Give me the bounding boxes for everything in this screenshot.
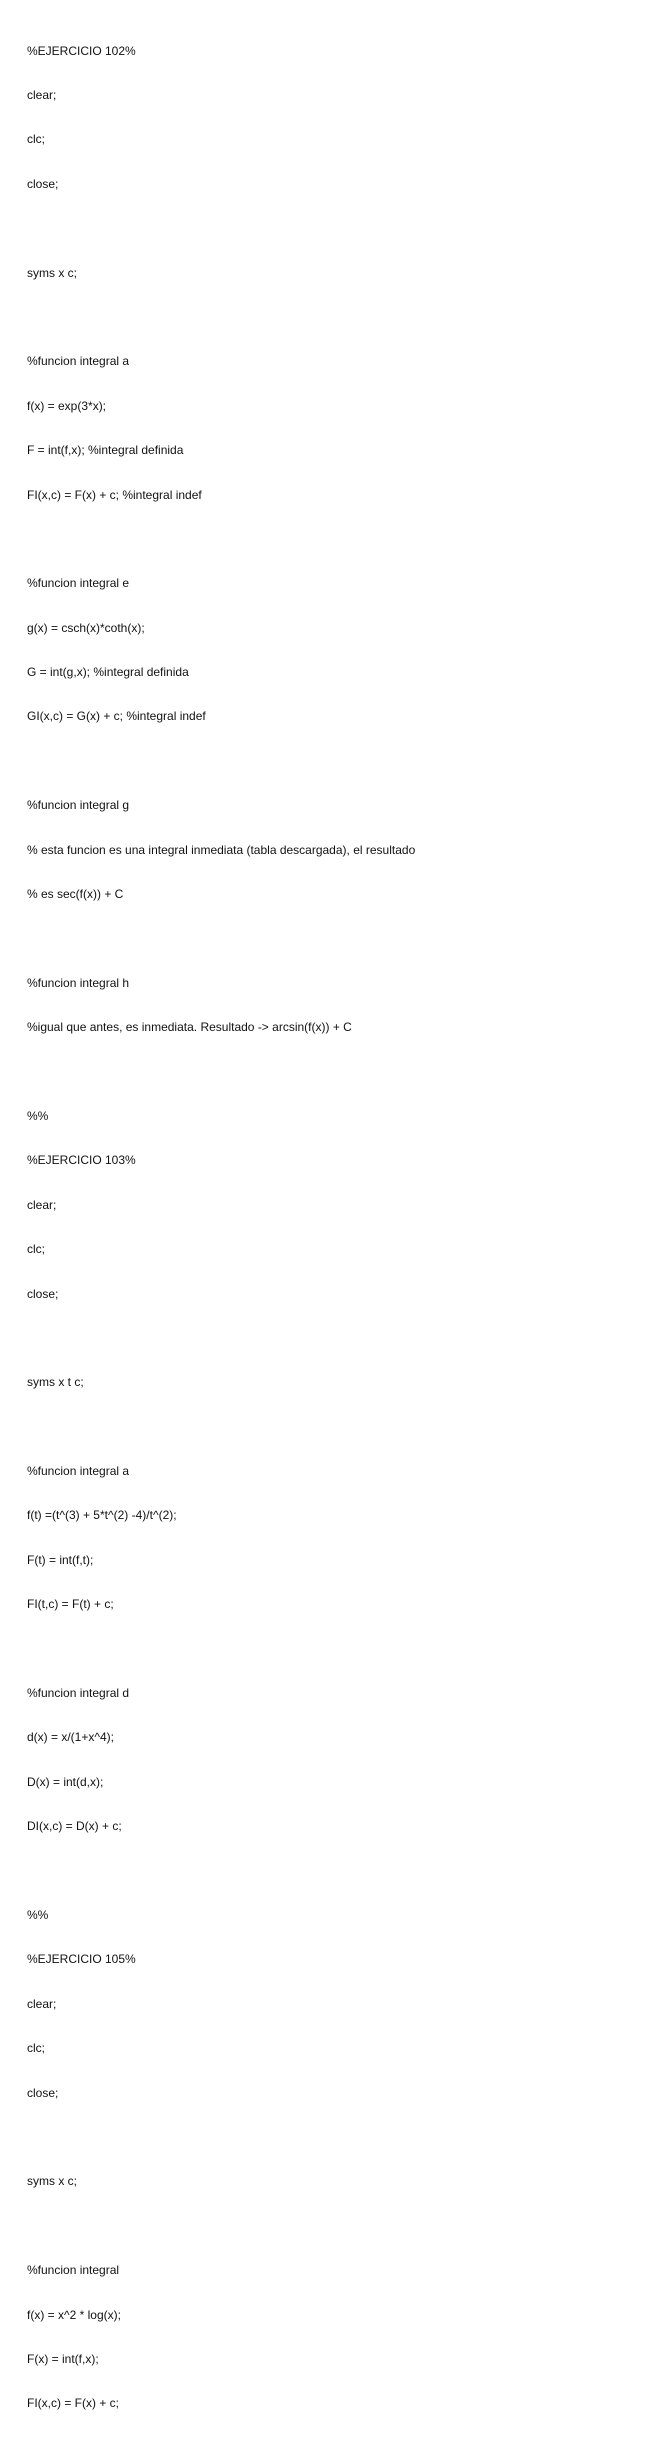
code-line: %EJERCICIO 102% xyxy=(27,43,136,58)
code-line: GI(x,c) = G(x) + c; %integral indef xyxy=(27,709,206,724)
code-line xyxy=(27,1420,415,1435)
code-listing xyxy=(27,14,415,2441)
code-line: F(x) = int(f,x); xyxy=(27,2351,99,2366)
code-line xyxy=(27,2219,415,2234)
code-line: clear; xyxy=(27,1197,57,1212)
code-line: FI(x,c) = F(x) + c; xyxy=(27,2396,119,2411)
code-line: % es sec(f(x)) + C xyxy=(27,887,124,902)
code-line: f(x) = exp(3*x); xyxy=(27,398,107,413)
code-line xyxy=(27,1642,415,1657)
code-line: %% xyxy=(27,1108,49,1123)
code-line: clc; xyxy=(27,132,45,147)
code-line: F = int(f,x); %integral definida xyxy=(27,443,184,458)
code-line xyxy=(27,532,415,547)
code-line xyxy=(27,310,415,325)
code-line: %igual que antes, es inmediata. Resultado -> arcsin(f(x)) + C xyxy=(27,1020,352,1035)
code-line: g(x) = csch(x)*coth(x); xyxy=(27,620,145,635)
code-line: G = int(g,x); %integral definida xyxy=(27,665,189,680)
code-line: %% xyxy=(27,1908,49,1922)
code-line: %EJERCICIO 103% xyxy=(27,1153,136,1168)
code-line: clear; xyxy=(27,87,57,102)
code-line: clc; xyxy=(27,2041,45,2056)
code-line: close; xyxy=(27,1286,59,1301)
code-line: % esta funcion es una integral inmediata (tabla descargada), el resultado xyxy=(27,842,416,857)
code-line: %funcion integral xyxy=(27,2263,120,2278)
code-line xyxy=(27,931,415,946)
code-line: f(t) =(t^(3) + 5*t^(2) -4)/t^(2); xyxy=(27,1508,177,1523)
code-line: %funcion integral g xyxy=(27,798,130,813)
code-line: %funcion integral d xyxy=(27,1686,130,1701)
code-line: FI(x,c) = F(x) + c; %integral indef xyxy=(27,487,202,502)
code-line: F(t) = int(f,t); xyxy=(27,1552,94,1567)
code-line: %EJERCICIO 105% xyxy=(27,1952,136,1967)
code-line xyxy=(27,1331,415,1346)
code-line xyxy=(27,221,415,236)
code-line xyxy=(27,754,415,769)
code-line: FI(t,c) = F(t) + c; xyxy=(27,1597,114,1612)
code-line: %funcion integral a xyxy=(27,354,130,369)
code-line: close; xyxy=(27,176,59,191)
code-line: D(x) = int(d,x); xyxy=(27,1774,104,1789)
code-line: d(x) = x/(1+x^4); xyxy=(27,1730,114,1745)
code-line: syms x c; xyxy=(27,2174,77,2189)
code-line: %funcion integral a xyxy=(27,1464,130,1479)
code-line: %funcion integral h xyxy=(27,975,130,990)
code-line xyxy=(27,1864,415,1879)
code-line: syms x c; xyxy=(27,265,77,280)
code-line xyxy=(27,2130,415,2145)
code-line: syms x t c; xyxy=(27,1375,84,1390)
code-line: %funcion integral e xyxy=(27,576,130,591)
code-line xyxy=(27,1065,415,1080)
code-line: clc; xyxy=(27,1242,45,1257)
code-line: close; xyxy=(27,2085,59,2100)
code-line: DI(x,c) = D(x) + c; xyxy=(27,1819,122,1834)
code-line: clear; xyxy=(27,1996,57,2011)
code-line: f(x) = x^2 * log(x); xyxy=(27,2307,121,2322)
